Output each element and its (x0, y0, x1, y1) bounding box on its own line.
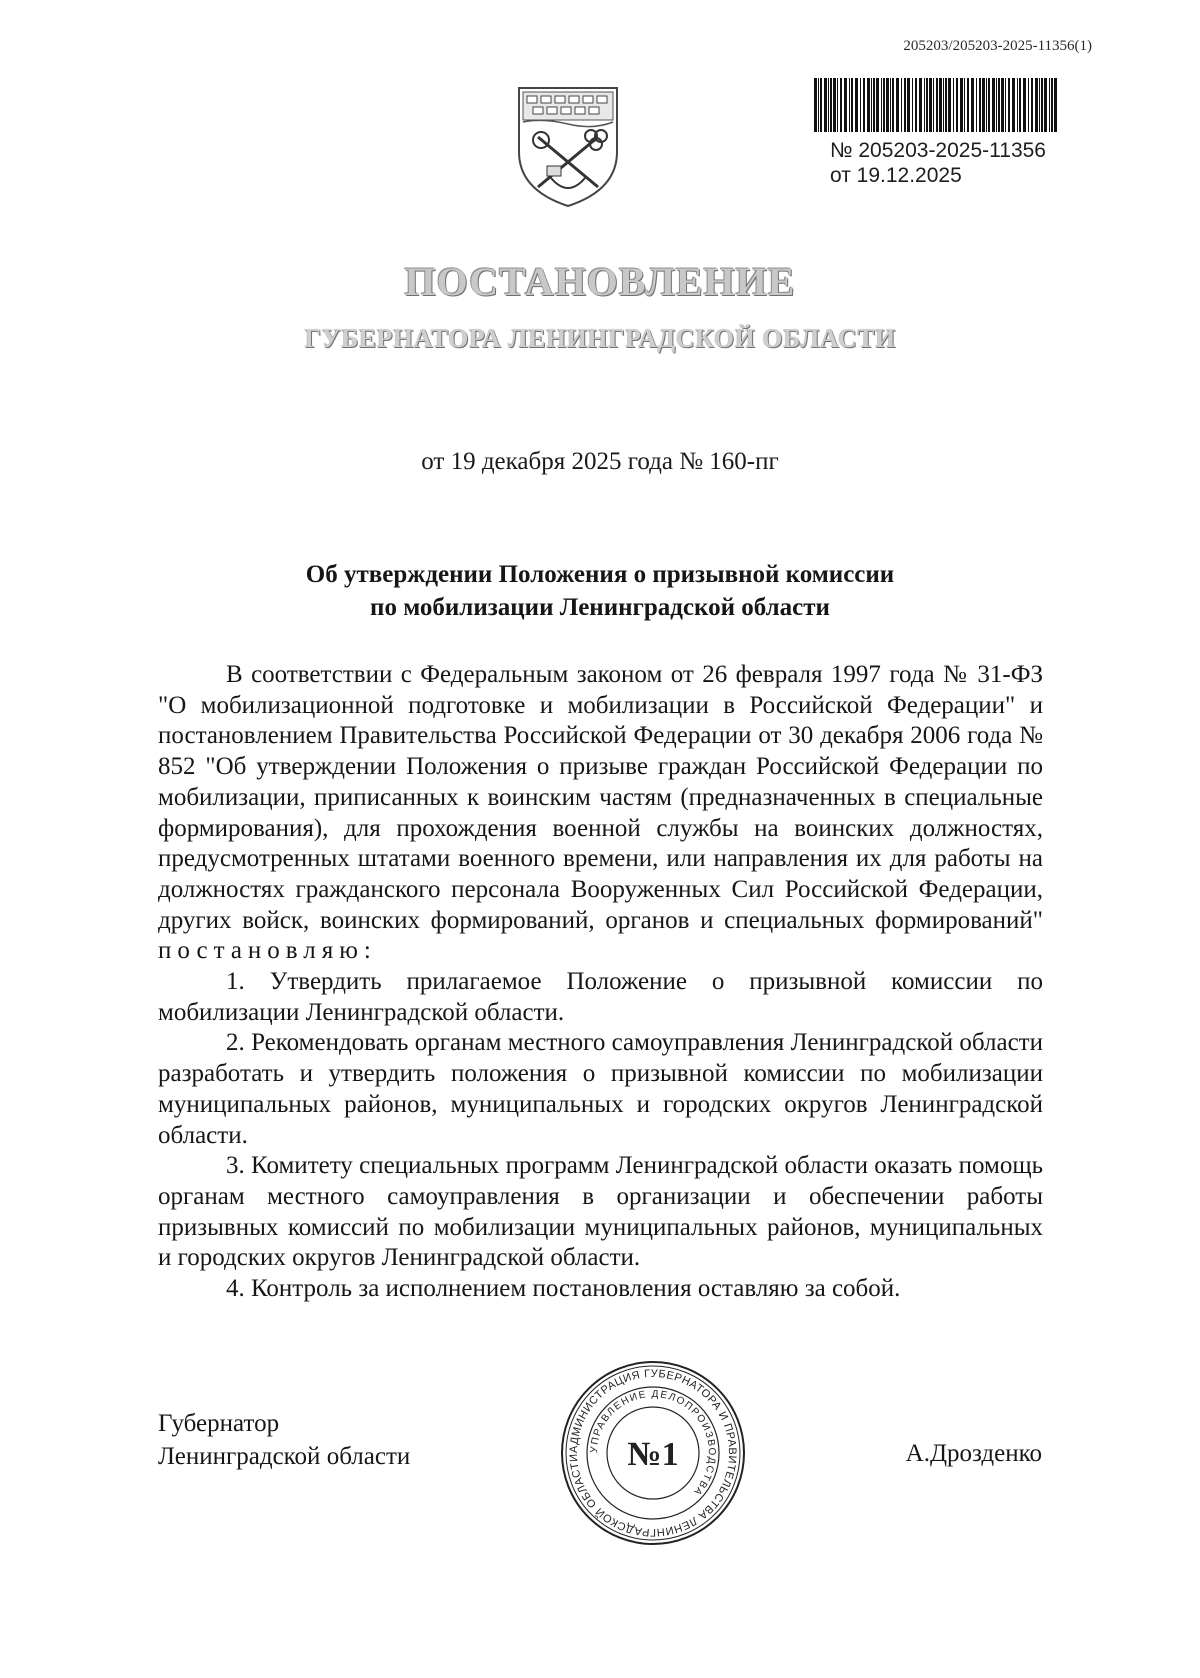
resolution-item-3: 3. Комитету специальных программ Ленинградской области оказать помощь органам местного самоуправления в организации и обеспечении работы призывных комиссий по мобилизации муниципальных районов, муниципальных и городских округов Ленинградской области. (158, 1152, 1043, 1272)
barcode-bar (960, 78, 963, 132)
barcode-bar (814, 78, 817, 132)
signatory-name: А.Дрозденко (905, 1440, 1042, 1467)
registration-date: от 19.12.2025 (830, 164, 962, 187)
barcode-bar (996, 78, 997, 132)
document-authority-title: ГУБЕРНАТОРА ЛЕНИНГРАДСКОЙ ОБЛАСТИ (304, 324, 896, 353)
barcode-bar (907, 78, 910, 132)
seal-inner-ring-text: УПРАВЛЕНИЕ ДЕЛОПРОИЗВОДСТВА (588, 1388, 718, 1498)
barcode-bar (926, 78, 928, 132)
barcode-bar (948, 78, 951, 132)
resolution-item-4: 4. Контроль за исполнением постановления оставляю за собой. (226, 1275, 901, 1303)
barcode-bar (933, 78, 934, 132)
barcode-bar (883, 78, 885, 132)
barcode-bar (837, 78, 838, 132)
barcode-bar (936, 78, 938, 132)
barcode-bar (830, 78, 832, 132)
barcode-bar (956, 78, 958, 132)
resolution-item-1: 1. Утвердить прилагаемое Положение о призывной комиссии по мобилизации Ленинградской области. (158, 968, 1043, 1026)
barcode-bar (876, 78, 879, 132)
signatory-title (158, 1407, 410, 1473)
barcode-bar (873, 78, 875, 132)
barcode-bar (871, 78, 872, 132)
barcode-bar (998, 78, 1000, 132)
barcode-bar (890, 78, 891, 132)
barcode-bar (1001, 78, 1004, 132)
barcode-bar (1017, 78, 1018, 132)
barcode-bar (1049, 78, 1050, 132)
barcode-bar (945, 78, 947, 132)
barcode-bar (929, 78, 932, 132)
barcode-bar (1028, 78, 1029, 132)
official-seal-icon (558, 1358, 748, 1548)
barcode-bar (1051, 78, 1053, 132)
subject-line-1: Об утверждении Положения о призывной комиссии (305, 561, 895, 588)
signatory-title-line-1: Губернатор (158, 1410, 280, 1437)
barcode-bar (867, 78, 870, 132)
barcode-bar (851, 78, 853, 132)
barcode-bar (1041, 78, 1043, 132)
coat-of-arms-icon (513, 82, 623, 210)
barcode-bar (912, 78, 913, 132)
document-body (158, 660, 1043, 1305)
barcode-bar (1035, 78, 1038, 132)
registration-number: № 205203-2025-11356 (830, 139, 1046, 162)
document-corner-id: 205203/205203-2025-11356(1) (903, 38, 1092, 54)
barcode-bar (986, 78, 987, 132)
barcode-bar (1005, 78, 1006, 132)
document-subject (0, 558, 1200, 624)
barcode-bar (863, 78, 865, 132)
barcode-bar (1044, 78, 1047, 132)
barcode-bar (1012, 78, 1015, 132)
barcode-bar (939, 78, 942, 132)
barcode-bar (824, 78, 827, 132)
barcode-bar (992, 78, 995, 132)
barcode-bar (1023, 78, 1026, 132)
resolution-item-2: 2. Рекомендовать органам местного самоуправления Ленинградской области разработать и утвердить положения о призывной комиссии по мобилизации муниципальных районов, муниципальных и городских округов Ленинградской области. (158, 1029, 1043, 1149)
barcode-bar (988, 78, 990, 132)
barcode-bar (833, 78, 836, 132)
seal-center-number: №1 (627, 1436, 679, 1473)
barcode-icon (812, 78, 1060, 132)
barcode-bar (1054, 78, 1057, 132)
seal-ring-text: АДМИНИСТРАЦИЯ ГУБЕРНАТОРА И ПРАВИТЕЛЬСТВА ЛЕНИНГРАДСКОЙ ОБЛАСТИ (567, 1367, 739, 1539)
registration-block (812, 78, 1060, 188)
barcode-bar (892, 78, 894, 132)
barcode-bar (828, 78, 829, 132)
barcode-bar (881, 78, 882, 132)
barcode-bar (943, 78, 944, 132)
barcode-bar (924, 78, 925, 132)
barcode-bar (818, 78, 819, 132)
document-type-title: ПОСТАНОВЛЕНИЕ (404, 259, 796, 304)
preamble-paragraph (158, 660, 1043, 967)
barcode-bar (1019, 78, 1021, 132)
barcode-bar (886, 78, 889, 132)
barcode-bar (982, 78, 985, 132)
barcode-bar (971, 78, 974, 132)
barcode-bar (976, 78, 977, 132)
barcode-bar (844, 78, 847, 132)
barcode-bar (953, 78, 954, 132)
barcode-bar (964, 78, 965, 132)
barcode-bar (967, 78, 969, 132)
subject-line-2: по мобилизации Ленинградской области (370, 594, 830, 621)
barcode-bar (840, 78, 842, 132)
barcode-bar (915, 78, 917, 132)
barcode-bar (979, 78, 981, 132)
barcode-bar (896, 78, 899, 132)
barcode-bar (860, 78, 861, 132)
barcode-bar (919, 78, 922, 132)
barcode-bar (1039, 78, 1040, 132)
document-date-number: от 19 декабря 2025 года № 160-пг (421, 448, 779, 475)
barcode-bar (820, 78, 822, 132)
barcode-bar (849, 78, 850, 132)
registration-stamp (830, 138, 1060, 188)
resolve-word: постановляю: (158, 937, 377, 965)
signatory-title-line-2: Ленинградской области (158, 1443, 411, 1470)
barcode-bar (1008, 78, 1010, 132)
barcode-bar (1031, 78, 1033, 132)
barcode-bar (855, 78, 858, 132)
preamble-text: В соответствии с Федеральным законом от 26 февраля 1997 года № 31-ФЗ "О мобилизационной подготовке и мобилизации в Российской Федерации" и постановлением Правительства Российской Федерации от 30 декабря 2006 года № 852 "Об утверждении Положения о призыве граждан Российской Федерации по мобилизации, приписанных к воинским частям (предназначенных в специальные формирования), для прохождения военной службы на воинских должностях, предусмотренных штатами военного времени, или направления их для работы на должностях гражданского персонала Вооруженных Сил Российской Федерации, других войск, воинских формирований, органов и специальных формирований" (158, 661, 1043, 934)
barcode-bar (904, 78, 906, 132)
barcode-bar (901, 78, 902, 132)
